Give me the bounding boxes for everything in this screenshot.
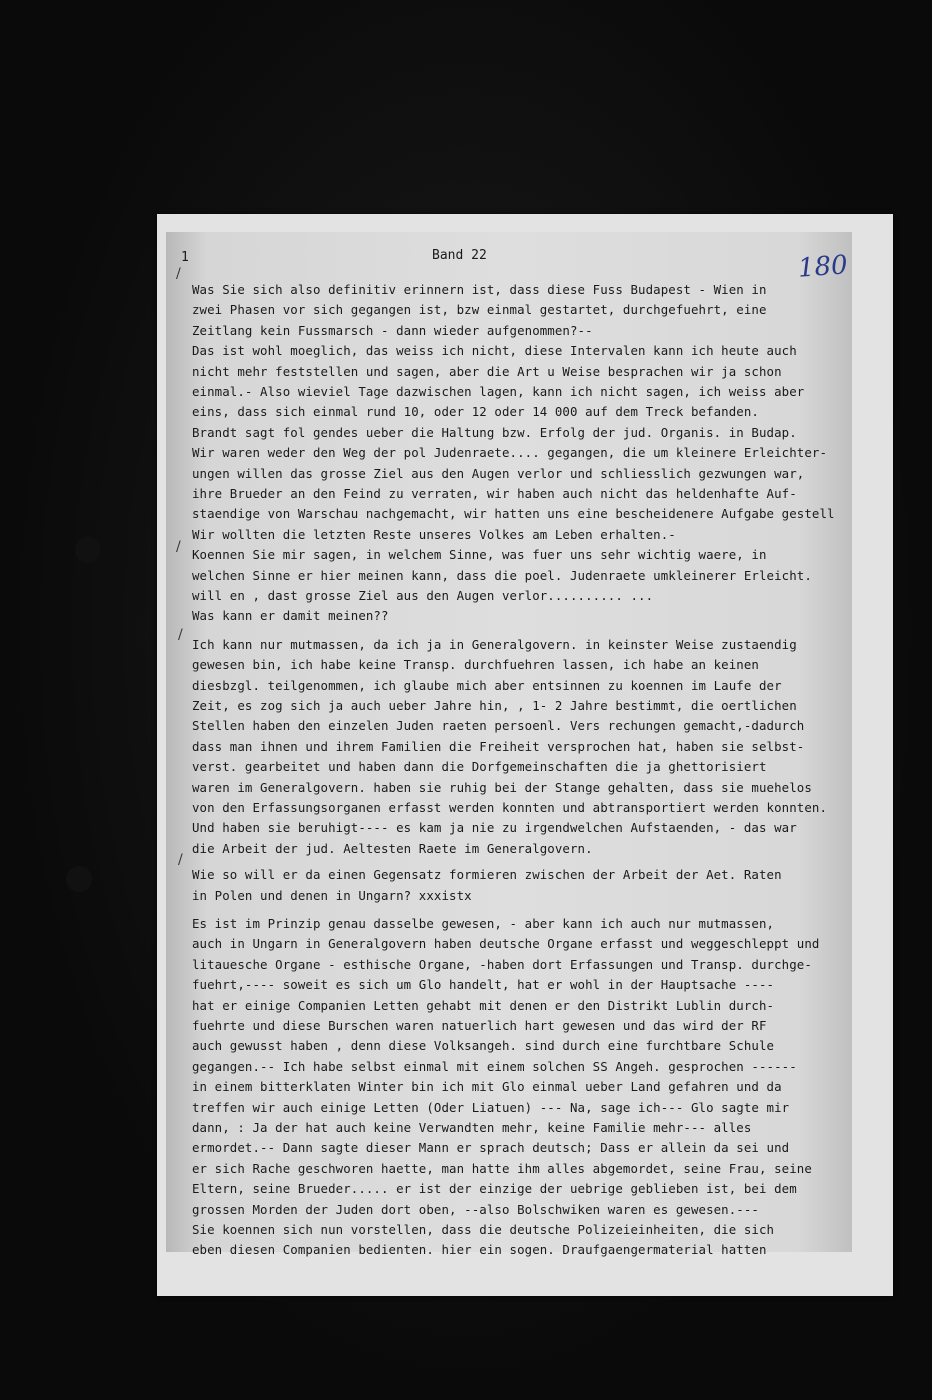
text-line: Zeitlang kein Fussmarsch - dann wieder aufgenommen?-- [192,322,593,338]
text-line: Was Sie sich also definitiv erinnern ist, dass diese Fuss Budapest - Wien in [192,282,767,297]
text-line: in Polen und denen in Ungarn? xxxistx [192,887,472,903]
text-line: einmal.- Also wieviel Tage dazwischen lagen, kann ich nicht sagen, ich weiss aber [192,384,805,399]
text-line: nicht mehr feststellen und sagen, aber die Art u Weise besprachen wir ja schon [192,363,782,379]
text-line: ungen willen das grosse Ziel aus den Augen verlor und schliesslich gezwungen war, [192,465,805,481]
text-line: ihre Brueder an den Feind zu verraten, wir haben auch nicht das heldenhafte Auf- [192,486,797,501]
text-line: welchen Sinne er hier meinen kann, dass die poel. Judenraete umkleinerer Erleicht. [192,567,812,583]
text-line: staendige von Warschau nachgemacht, wir hatten uns eine bescheidenere Aufgabe gestell [192,506,835,522]
margin-mark: / [178,852,183,868]
text-line: eins, dass sich einmal rund 10, oder 12 oder 14 000 auf dem Treck befanden. [192,404,759,420]
text-line: Wir wollten die letzten Reste unseres Volkes am Leben erhalten.- [192,526,676,542]
text-line: hat er einige Companien Letten gehabt mit denen er den Distrikt Lublin durch- [192,997,775,1013]
text-line: Wir waren weder den Weg der pol Judenraete.... gegangen, die um kleinere Erleichter- [192,445,828,461]
text-line: auch gewusst haben , denn diese Volksangeh. sind durch eine furchtbare Schule [192,1038,775,1054]
text-line: litauesche Organe - esthische Organe, -haben dort Erfassungen und Transp. durchge- [192,956,812,972]
band-title: Band 22 [432,248,487,263]
text-line: die Arbeit der jud. Aeltesten Raete im Generalgovern. [192,840,593,856]
text-line: Was kann er damit meinen?? [192,608,389,624]
text-line: Koennen Sie mir sagen, in welchem Sinne, was fuer uns sehr wichtig waere, in [192,547,767,563]
handwritten-page-number: 180 [797,250,849,284]
text-line: grossen Morden der Juden dort oben, --also Bolschwiken waren es gewesen.--- [192,1201,759,1217]
text-line: Eltern, seine Brueder..... er ist der einzige der uebrige geblieben ist, bei dem [192,1181,797,1197]
text-line: treffen wir auch einige Letten (Oder Liatuen) --- Na, sage ich--- Glo sagte mir [192,1099,790,1115]
text-line: gegangen.-- Ich habe selbst einmal mit einem solchen SS Angeh. gesprochen ------ [192,1058,797,1074]
text-line: dann, : Ja der hat auch keine Verwandten mehr, keine Familie mehr--- alles [192,1120,752,1135]
text-line: dass man ihnen und ihrem Familien die Freiheit versprochen hat, haben sie selbst- [192,738,805,754]
text-line: von den Erfassungsorganen erfasst werden konnten und abtransportiert werden konnten. [192,800,828,815]
text-line: er sich Rache geschworen haette, man hatte ihm alles abgemordet, seine Frau, seine [192,1160,812,1176]
text-line: Es ist im Prinzip genau dasselbe gewesen, - aber kann ich auch nur mutmassen, [192,916,775,931]
text-line: Sie koennen sich nun vorstellen, dass die deutsche Polizeieinheiten, die sich [192,1222,775,1237]
text-line: Ich kann nur mutmassen, da ich ja in Generalgovern. in keinster Weise zustaendig [192,636,797,652]
text-line: Wie so will er da einen Gegensatz formieren zwischen der Arbeit der Aet. Raten [192,867,782,883]
text-line: diesbzgl. teilgenommen, ich glaube mich aber entsinnen zu koennen im Laufe der [192,677,782,693]
text-line: Brandt sagt fol gendes ueber die Haltung bzw. Erfolg der jud. Organis. in Budap. [192,424,797,440]
punch-hole-top [75,537,101,563]
text-line: fuehrt,---- soweit es sich um Glo handelt, hat er wohl in der Hauptsache ---- [192,977,775,993]
text-line: verst. gearbeitet und haben dann die Dorfgemeinschaften die ja ghettorisiert [192,759,767,775]
text-line: Und haben sie beruhigt---- es kam ja nie zu irgendwelchen Aufstaenden, - das war [192,820,797,836]
text-line: fuehrte und diese Burschen waren natuerlich hart gewesen und das wird der RF [192,1018,767,1033]
text-line: Zeit, es zog sich ja auch ueber Jahre hin, , 1- 2 Jahre bestimmt, die oertlichen [192,698,797,713]
margin-mark: / [176,539,181,555]
text-line: eben diesen Companien bedienten. hier ein sogen. Draufgaengermaterial hatten [192,1242,767,1258]
text-line: Das ist wohl moeglich, das weiss ich nicht, diese Intervalen kann ich heute auch [192,343,797,359]
text-line: will en , dast grosse Ziel aus den Augen verlor.......... ... [192,588,654,603]
line-number: 1 [181,250,189,265]
text-line: gewesen bin, ich habe keine Transp. durchfuehren lassen, ich habe an keinen [192,657,759,673]
margin-mark: / [176,266,181,282]
margin-mark: / [178,627,183,643]
punch-hole-bottom [66,866,92,892]
text-line: auch in Ungarn in Generalgovern haben deutsche Organe erfasst und weggeschleppt und [192,936,820,952]
text-line: ermordet.-- Dann sagte dieser Mann er sprach deutsch; Dass er allein da sei und [192,1140,790,1156]
text-line: in einem bitterklaten Winter bin ich mit Glo einmal ueber Land gefahren und da [192,1079,782,1095]
text-line: Stellen haben den einzelen Juden raeten persoenl. Vers rechungen gemacht,-dadurch [192,718,805,734]
text-line: waren im Generalgovern. haben sie ruhig bei der Stange gehalten, dass sie muehelos [192,779,812,795]
text-line: zwei Phasen vor sich gegangen ist, bzw einmal gestartet, durchgefuehrt, eine [192,302,767,318]
